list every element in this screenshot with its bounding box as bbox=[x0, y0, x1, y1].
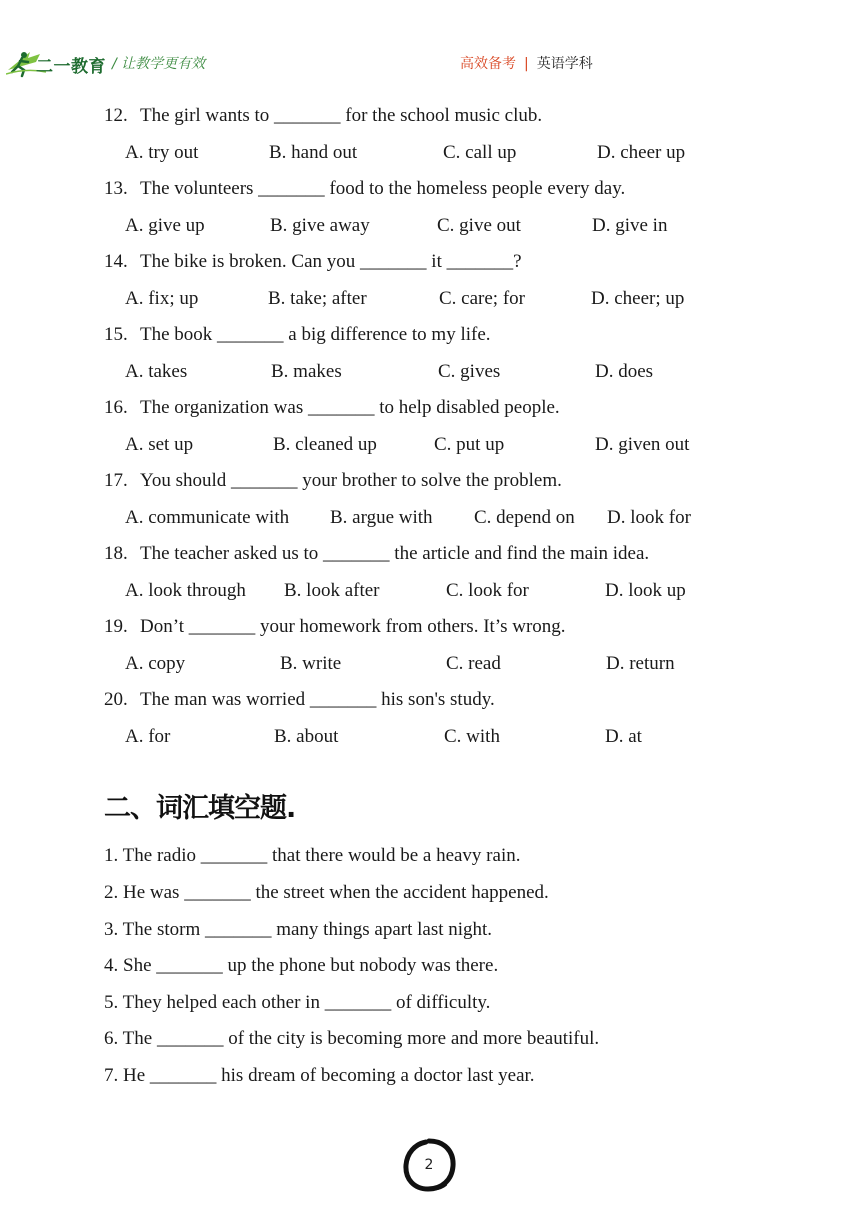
fill-item: 7. He _______ his dream of becoming a doctor last year. bbox=[104, 1065, 535, 1086]
option-c: C. with bbox=[444, 726, 500, 747]
question-number: 12. bbox=[104, 105, 128, 126]
question-stem: The organization was _______ to help disabled people. bbox=[140, 397, 560, 418]
question-number: 15. bbox=[104, 324, 128, 345]
option-b: B. argue with bbox=[330, 507, 433, 528]
question-18 bbox=[104, 543, 649, 565]
option-c: C. call up bbox=[443, 142, 517, 163]
question-stem: The teacher asked us to _______ the article and find the main idea. bbox=[140, 543, 650, 564]
option-b: B. take; after bbox=[268, 288, 367, 309]
page-number-badge bbox=[400, 1136, 458, 1194]
option-c: C. read bbox=[446, 653, 501, 674]
option-d: D. does bbox=[595, 361, 654, 382]
option-c: C. put up bbox=[434, 434, 505, 455]
header-right bbox=[460, 53, 593, 73]
question-stem: Don’t _______ your homework from others. It’s wrong. bbox=[140, 616, 566, 637]
option-c: C. look for bbox=[446, 580, 529, 601]
option-b: B. about bbox=[274, 726, 339, 747]
option-d: D. cheer up bbox=[597, 142, 686, 163]
option-a: A. fix; up bbox=[125, 288, 199, 309]
option-d: D. cheer; up bbox=[591, 288, 685, 309]
option-c: C. depend on bbox=[474, 507, 575, 528]
question-number: 18. bbox=[104, 543, 128, 564]
option-a: A. set up bbox=[125, 434, 194, 455]
slogan: / 让教学更有效 bbox=[112, 56, 206, 72]
option-b: B. write bbox=[280, 653, 342, 674]
section-title: 二、词汇填空题. bbox=[104, 793, 296, 824]
option-a: A. copy bbox=[125, 653, 186, 674]
question-20 bbox=[104, 689, 495, 711]
question-stem: The man was worried _______ his son's study. bbox=[140, 689, 495, 710]
option-a: A. give up bbox=[125, 215, 205, 236]
fill-item: 3. The storm _______ many things apart last night. bbox=[104, 919, 493, 940]
header-subject: 英语学科 bbox=[536, 56, 593, 72]
question-12 bbox=[104, 105, 542, 127]
question-19 bbox=[104, 616, 566, 638]
fill-item: 5. They helped each other in _______ of difficulty. bbox=[104, 992, 491, 1013]
option-c: C. care; for bbox=[439, 288, 525, 309]
option-a: A. look through bbox=[125, 580, 246, 601]
question-stem: You should _______ your brother to solve the problem. bbox=[140, 470, 562, 491]
brand-name: 二一教育 bbox=[36, 57, 106, 77]
question-stem: The volunteers _______ food to the homeless people every day. bbox=[140, 178, 626, 199]
option-c: C. gives bbox=[438, 361, 501, 382]
option-a: A. try out bbox=[125, 142, 199, 163]
question-stem: The bike is broken. Can you _______ it _______? bbox=[140, 251, 522, 272]
option-b: B. give away bbox=[270, 215, 370, 236]
option-a: A. takes bbox=[125, 361, 188, 382]
option-d: D. look up bbox=[605, 580, 686, 601]
option-d: D. at bbox=[605, 726, 642, 747]
question-number: 14. bbox=[104, 251, 128, 272]
option-a: A. for bbox=[125, 726, 171, 747]
fill-item: 6. The _______ of the city is becoming more and more beautiful. bbox=[104, 1028, 600, 1049]
header-label: 高效备考 bbox=[460, 56, 516, 72]
question-13 bbox=[104, 178, 625, 200]
option-b: B. cleaned up bbox=[273, 434, 377, 455]
option-c: C. give out bbox=[437, 215, 521, 236]
fill-item: 2. He was _______ the street when the accident happened. bbox=[104, 882, 549, 903]
question-number: 17. bbox=[104, 470, 128, 491]
option-b: B. hand out bbox=[269, 142, 358, 163]
option-b: B. makes bbox=[271, 361, 342, 382]
fill-item: 1. The radio _______ that there would be a heavy rain. bbox=[104, 845, 521, 866]
question-number: 13. bbox=[104, 178, 128, 199]
question-15 bbox=[104, 324, 491, 346]
option-a: A. communicate with bbox=[125, 507, 290, 528]
page-header bbox=[0, 0, 860, 90]
question-stem: The book _______ a big difference to my life. bbox=[140, 324, 491, 345]
page-number: 2 bbox=[424, 1157, 434, 1173]
option-d: D. give in bbox=[592, 215, 668, 236]
option-d: D. look for bbox=[607, 507, 691, 528]
option-b: B. look after bbox=[284, 580, 380, 601]
question-stem: The girl wants to _______ for the school music club. bbox=[140, 105, 543, 126]
question-number: 19. bbox=[104, 616, 128, 637]
option-d: D. return bbox=[606, 653, 675, 674]
question-16 bbox=[104, 397, 560, 419]
option-d: D. given out bbox=[595, 434, 690, 455]
question-number: 20. bbox=[104, 689, 128, 710]
fill-item: 4. She _______ up the phone but nobody was there. bbox=[104, 955, 499, 976]
question-number: 16. bbox=[104, 397, 128, 418]
question-17 bbox=[104, 470, 562, 492]
question-14 bbox=[104, 251, 522, 273]
header-separator: | bbox=[524, 56, 529, 72]
